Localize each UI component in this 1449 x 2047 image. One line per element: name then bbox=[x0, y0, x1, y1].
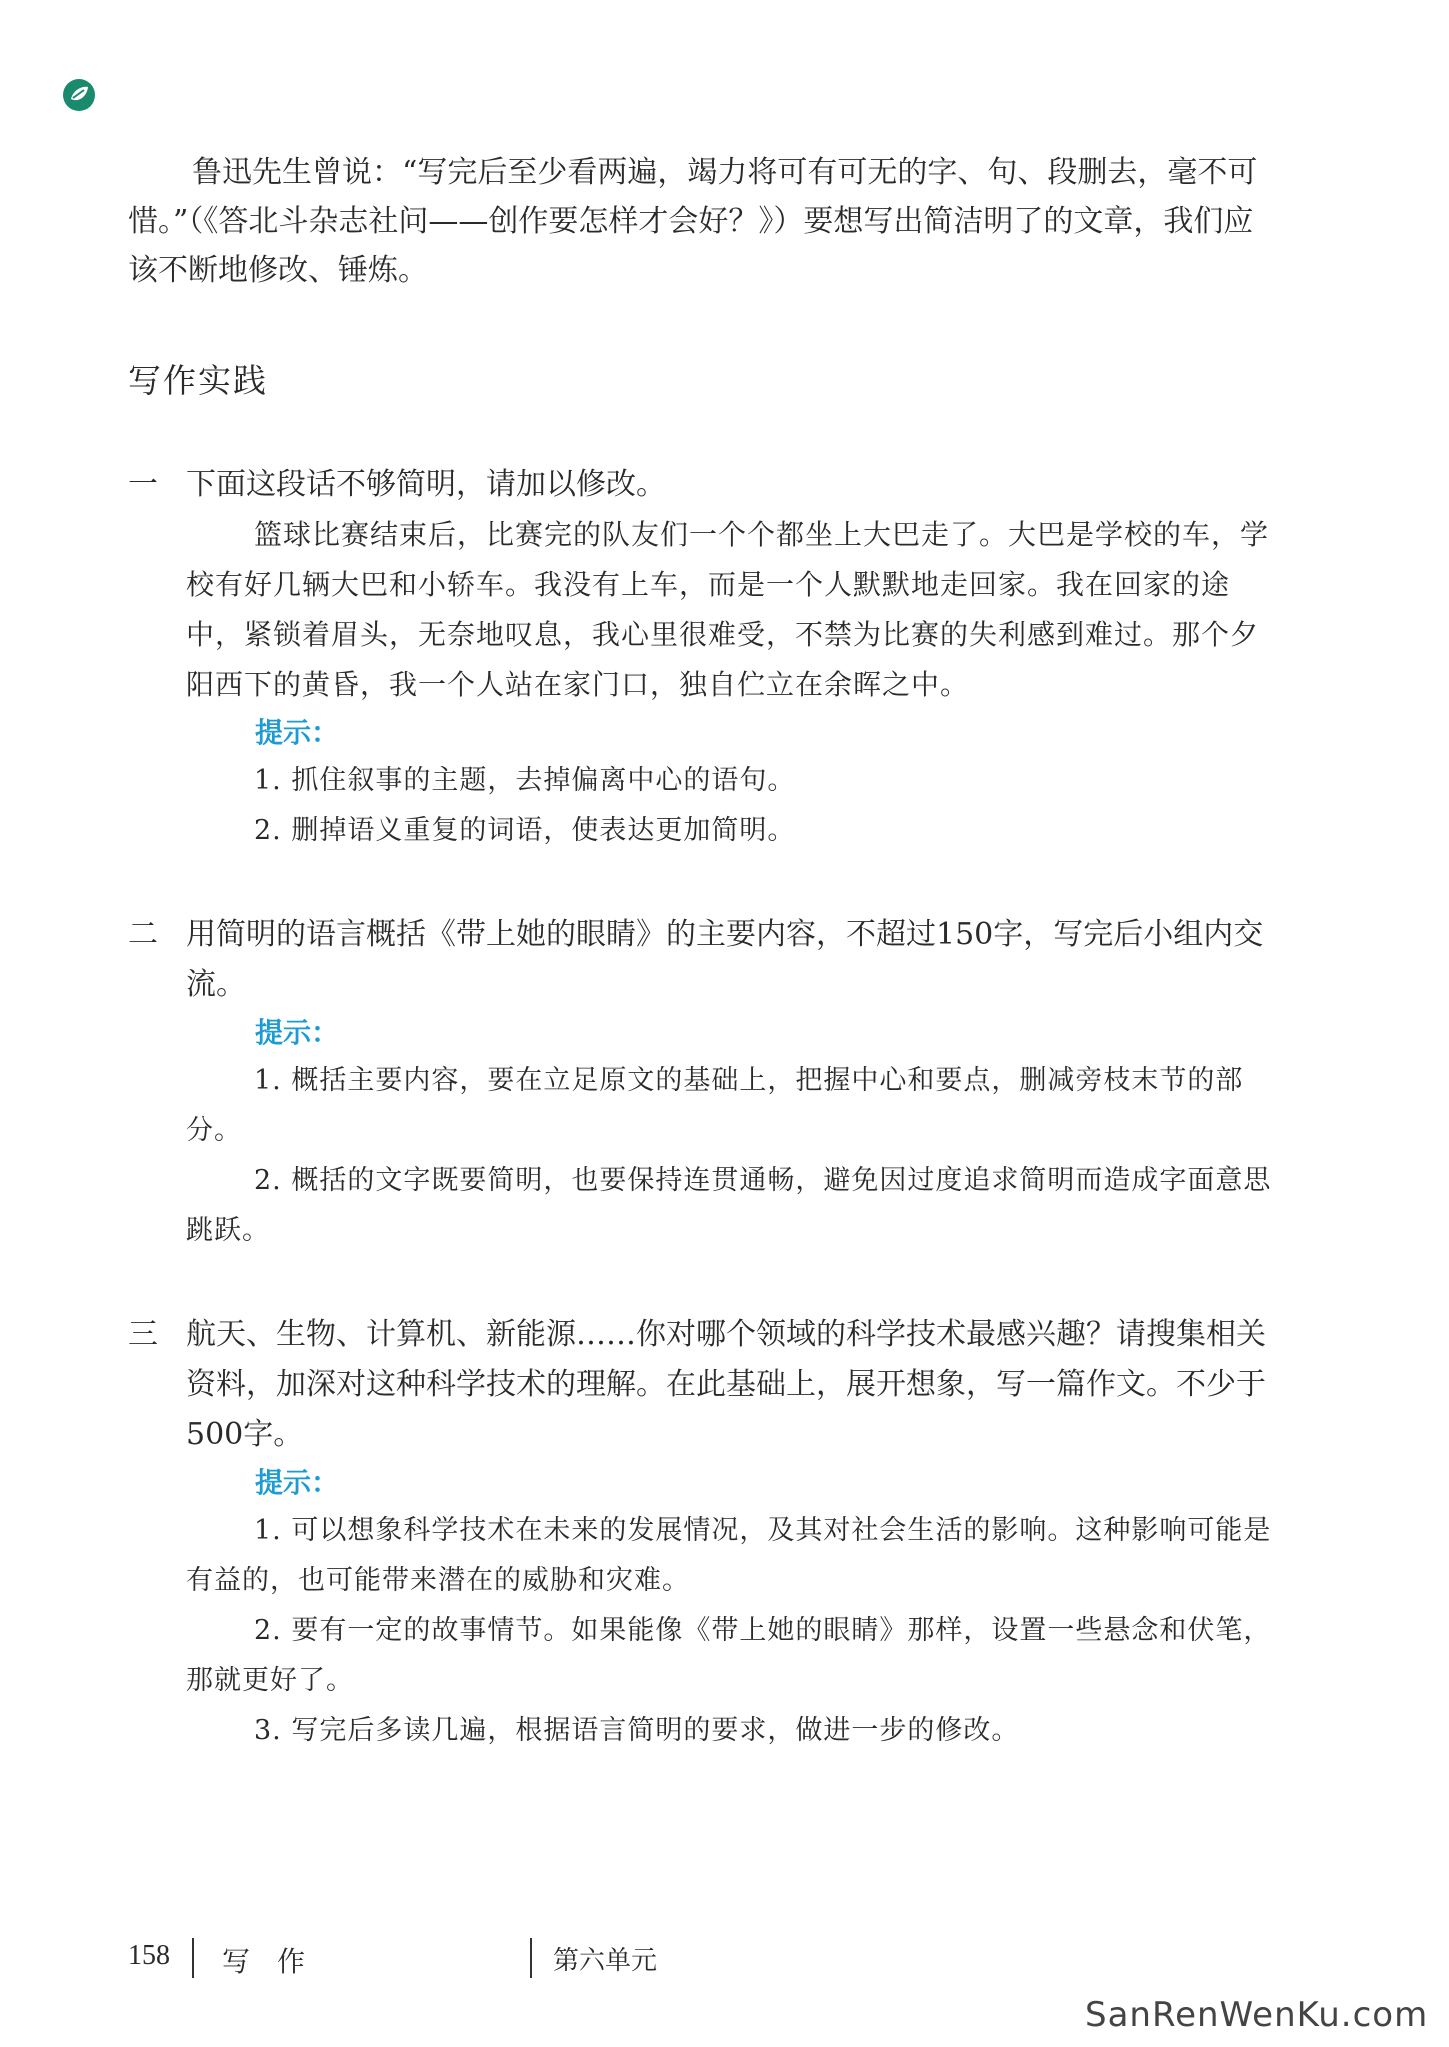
tip-item: 1. 可以想象科学技术在未来的发展情况，及其对社会生活的影响。这种影响可能是有益的，也可能带来潜在的威胁和灾难。 bbox=[186, 1515, 1272, 1596]
section-title: 写作实践 bbox=[128, 361, 268, 400]
watermark: SanRenWenKu.com bbox=[1085, 1995, 1429, 2035]
task-prompt: 下面这段话不够简明，请加以修改。 bbox=[186, 467, 666, 502]
tip-item: 1. 抓住叙事的主题，去掉偏离中心的语句。 bbox=[254, 765, 796, 796]
tip-label: 提示： bbox=[255, 1466, 340, 1499]
tip-item: 2. 要有一定的故事情节。如果能像《带上她的眼睛》那样，设置一些悬念和伏笔，那就更好了。 bbox=[186, 1615, 1272, 1696]
leaf-logo-icon bbox=[62, 78, 96, 112]
task-number: 一 bbox=[128, 467, 158, 502]
footer-section: 写 作 bbox=[222, 1947, 316, 1978]
tip-item: 2. 删掉语义重复的词语，使表达更加简明。 bbox=[254, 815, 796, 846]
task-3 bbox=[128, 1310, 1278, 1756]
task-number: 二 bbox=[128, 917, 158, 952]
task-1 bbox=[128, 460, 1278, 856]
task-number: 三 bbox=[128, 1317, 158, 1352]
tip-item: 3. 写完后多读几遍，根据语言简明的要求，做进一步的修改。 bbox=[254, 1715, 1020, 1746]
sample-passage: 篮球比赛结束后，比赛完的队友们一个个都坐上大巴走了。大巴是学校的车，学校有好几辆大巴和小轿车。我没有上车，而是一个人默默地走回家。我在回家的途中，紧锁着眉头，无奈地叹息，我心里很难受，不禁为比赛的失利感到难过。那个夕阳西下的黄昏，我一个人站在家门口，独自伫立在余晖之中。 bbox=[186, 518, 1270, 701]
intro-paragraph: 鲁迅先生曾说：“写完后至少看两遍，竭力将可有可无的字、句、段删去，毫不可惜。”（《答北斗杂志社问——创作要怎样才会好？》）要想写出简洁明了的文章，我们应该不断地修改、锤炼。 bbox=[128, 155, 1258, 288]
footer-divider bbox=[192, 1938, 194, 1978]
page-number: 158 bbox=[128, 1940, 170, 1971]
tip-item: 2. 概括的文字既要简明，也要保持连贯通畅，避免因过度追求简明而造成字面意思跳跃。 bbox=[186, 1165, 1272, 1246]
task-prompt: 用简明的语言概括《带上她的眼睛》的主要内容，不超过150字，写完后小组内交流。 bbox=[186, 917, 1264, 1002]
tip-item: 1. 概括主要内容，要在立足原文的基础上，把握中心和要点，删减旁枝末节的部分。 bbox=[186, 1065, 1244, 1146]
footer-unit: 第六单元 bbox=[553, 1946, 658, 1975]
task-prompt: 航天、生物、计算机、新能源……你对哪个领域的科学技术最感兴趣？请搜集相关资料，加深对这种科学技术的理解。在此基础上，展开想象，写一篇作文。不少于500字。 bbox=[186, 1317, 1266, 1452]
tip-label: 提示： bbox=[255, 716, 340, 749]
task-2 bbox=[128, 910, 1278, 1256]
footer-divider bbox=[530, 1938, 532, 1978]
tip-label: 提示： bbox=[255, 1016, 340, 1049]
